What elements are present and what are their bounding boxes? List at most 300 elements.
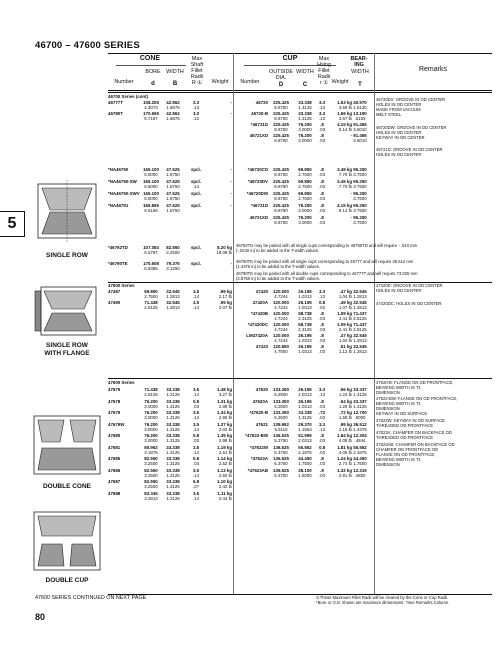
cup-number: *47620-B xyxy=(249,410,268,415)
cup-od: 225.425 xyxy=(273,215,289,220)
cone-weight: 1.35 kg xyxy=(217,433,232,438)
cone-weight: 1.34 kg xyxy=(217,410,232,415)
cone-weight-lb: 3.27 lb xyxy=(218,392,232,397)
cone-width-in: 1.3125 xyxy=(166,461,180,466)
cone-number: 47678 xyxy=(108,398,121,404)
cone-weight: .95 kg xyxy=(219,300,232,305)
cup-radius: 0.8 xyxy=(318,444,326,450)
cup-width: 26.195 xyxy=(298,333,312,338)
cone-width-in: 1.3125 xyxy=(166,449,180,455)
cup-weight: 1.81 kg xyxy=(337,444,352,450)
bearing-width: 91.465 xyxy=(353,133,367,138)
cone-width-in: 1.3125 xyxy=(166,392,180,397)
cone-width: 82.550 xyxy=(166,245,180,250)
cone-radius: 3.5 xyxy=(192,421,200,427)
cone-bore: 71.438 xyxy=(144,387,158,392)
cone-width-in: 1.8750 xyxy=(166,184,180,189)
bearing-width: 12.700 xyxy=(353,410,367,415)
bearing-width-in: 3.7500 xyxy=(353,196,367,201)
cone-weight: - xyxy=(230,261,232,266)
cup-weight-lb: 2.41 lb xyxy=(338,316,352,321)
cone-radius: 3.3 xyxy=(192,100,200,105)
cup-number: LM47420A xyxy=(246,333,268,338)
cone-bore: 170.655 xyxy=(143,111,159,116)
page-number: 80 xyxy=(35,612,46,622)
cup-od: 120.650 xyxy=(273,344,289,349)
cup-radius-in: .03 xyxy=(318,208,326,213)
bearing-width: 91.465 xyxy=(353,122,367,127)
cup-radius-in: .03 xyxy=(318,461,326,466)
bearing-width-in: 3.7500 xyxy=(353,220,367,225)
cup-od: 225.425 xyxy=(273,191,289,196)
cup-od: 136.525 xyxy=(273,444,289,450)
bearing-T-symbol: T xyxy=(358,82,362,88)
cup-weight-lb: 9.14 lb xyxy=(338,208,352,213)
cup-C-symbol: C xyxy=(302,82,308,88)
cup-number: 46721XD xyxy=(249,215,268,220)
cup-radius-in: .13 xyxy=(318,426,326,432)
cone-bore-in: 3.0000 xyxy=(144,426,158,432)
cone-number: *46790TE xyxy=(108,261,128,266)
cup-number: 46720-B xyxy=(251,111,268,116)
cup-radius: .8 xyxy=(320,467,324,473)
cone-bore-in: 3.0000 xyxy=(144,438,158,443)
cone-radius: 0.8 xyxy=(192,433,200,438)
cup-weight: - xyxy=(350,133,352,138)
remark-text: 47620-B: FLANGE ON OD FRONTFACE, BEARING WIDTH IS T1 DIMENSION xyxy=(376,380,454,395)
bearing-width-in: 1.4375 xyxy=(353,426,367,432)
cup-od-in: 5.5115 xyxy=(274,426,288,432)
cup-radius: .8 xyxy=(320,122,324,127)
bearing-width-in: 2.8125 xyxy=(353,316,367,321)
cup-width: 58.738 xyxy=(298,311,312,316)
cup-radius: .8 xyxy=(320,179,324,184)
cone-radius-in: .27 xyxy=(192,484,200,489)
cone-weight: 1.19 kg xyxy=(217,444,232,450)
cone-weight: 1.31 kg xyxy=(217,398,232,404)
double-cup-label: DOUBLE CUP xyxy=(45,577,89,584)
cup-od-header: OUTSIDE DIA. xyxy=(269,69,293,81)
footer-continued: 47600 SERIES CONTINUED ON NEXT PAGE xyxy=(35,595,147,601)
cup-weight-lb: 4.05 lb xyxy=(338,438,352,443)
cup-radius: .8 xyxy=(320,167,324,172)
cone-bore: 165.895 xyxy=(143,203,159,208)
cup-od-in: 5.3750 xyxy=(274,461,288,466)
cone-width: 32.545 xyxy=(166,300,180,305)
cup-radius: .8 xyxy=(320,456,324,461)
cup-radius: .8 xyxy=(320,433,324,438)
cup-od-in: 5.2500 xyxy=(274,392,288,397)
bearing-width-in: 1.2813 xyxy=(353,305,367,310)
cup-od-in: 8.8750 xyxy=(274,172,288,177)
bearing-width-in: 1.2813 xyxy=(353,338,367,343)
remarks-header: Remarks xyxy=(418,66,447,73)
cup-radius-in: .03 xyxy=(318,449,326,455)
cone-radius-in: .12 xyxy=(192,116,200,121)
cup-width-in: 1.3125 xyxy=(298,105,312,110)
cone-number: 47687 xyxy=(108,479,121,484)
cone-bore: 71.438 xyxy=(144,300,158,305)
cup-weight-lb: 3.67 lb xyxy=(338,116,352,121)
cup-width: 26.195 xyxy=(298,300,312,305)
cone-weight-lb: 2.17 lb xyxy=(218,294,232,299)
cup-weight-lb: 3.59 lb xyxy=(338,105,352,110)
cup-radius-in: .03 xyxy=(318,138,326,143)
cone-bore: 108.205 xyxy=(143,100,159,105)
remark-text: 47622-BW: FLANGE ON OD FRONTFACE, BEARING WIDTH IS T1 DIMENSION KEYWAY IN OD SURFACE xyxy=(376,396,458,416)
bearing-width-in: .4850 xyxy=(354,472,366,478)
cup-od-in: 5.2500 xyxy=(274,415,288,420)
cone-width-in: 1.3125 xyxy=(166,403,180,409)
cone-number: 47681 xyxy=(108,444,121,450)
cone-bore: 76.200 xyxy=(144,410,158,415)
cup-radius: .8 xyxy=(320,344,324,349)
bearing-width-in: 3.7500 xyxy=(353,172,367,177)
cup-od-in: 5.3750 xyxy=(274,449,288,455)
cup-width-in: 2.0313 xyxy=(298,438,312,443)
cone-weight: - xyxy=(230,191,232,196)
cone-width-in: 1.3125 xyxy=(166,472,180,478)
cup-weight-lb: 2.41 lb xyxy=(338,327,352,332)
cup-weight-lb: 1.24 lb xyxy=(338,392,352,397)
cone-width-in: 3.2500 xyxy=(166,250,180,255)
cup-number: 47621 xyxy=(255,421,268,427)
cone-weight-lb: 2.89 lb xyxy=(218,403,232,409)
cup-width-in: 1.0313 xyxy=(298,294,312,299)
cup-weight: 4.15 kg xyxy=(337,203,352,208)
remark-text: 46721D: GROOVE IN OD CENTER HOLES IN OD CENTER xyxy=(376,147,443,157)
cup-width: 69.850 xyxy=(298,191,312,196)
cup-od: 225.425 xyxy=(273,179,289,184)
bearing-width: 71.437 xyxy=(353,322,367,327)
cone-radius: spcl. xyxy=(190,179,201,184)
cone-width-in: 1.8750 xyxy=(166,172,180,177)
cup-number: 47423 xyxy=(255,344,268,349)
cone-radius-in: .03 xyxy=(192,461,200,466)
cup-width-in: 2.3125 xyxy=(298,327,312,332)
cup-width-in: 3.0000 xyxy=(298,220,312,225)
cup-od-in: 8.8750 xyxy=(274,196,288,201)
cup-width-in: 1.7500 xyxy=(298,461,312,466)
remark-text: 47420D: GROOVE IN OD CENTER HOLES IN OD CENTER xyxy=(376,283,443,293)
cone-width: 33.338 xyxy=(166,398,180,404)
cone-bore-header: BORE xyxy=(145,69,161,75)
pairing-note: 46790TE may be paired with all single cups corresponding to 46777 and will require 36.512 mm (1.4375 in) to be added to the T-width values. xyxy=(236,259,414,269)
cup-od: 225.425 xyxy=(273,167,289,172)
bearing-width: 32.545 xyxy=(353,333,367,338)
cup-radius: 3.3 xyxy=(318,111,326,116)
cone-bore-in: 3.2500 xyxy=(144,484,158,489)
bearing-width: 95.250 xyxy=(353,203,367,208)
cone-width: 42.862 xyxy=(166,100,180,105)
cone-width: 79.375 xyxy=(166,261,180,266)
bearing-width-in: 3.6010 xyxy=(353,138,367,143)
bearing-width-in: 1.7500 xyxy=(353,461,367,466)
cone-radius: 3.5 xyxy=(192,387,200,392)
cup-weight: 1.24 kg xyxy=(337,456,352,461)
section-tab: 5 xyxy=(0,211,25,237)
cup-number: 47620 xyxy=(255,387,268,392)
cone-width: 47.625 xyxy=(166,191,180,196)
cup-D-symbol: D xyxy=(278,82,284,88)
cup-width-in: 1.0313 xyxy=(298,392,312,397)
cup-number: 47420A xyxy=(252,300,268,305)
cup-weight-lb: 2.19 lb xyxy=(338,426,352,432)
cone-bore: 69.850 xyxy=(144,289,158,294)
cup-number: *46720DV xyxy=(247,179,268,184)
bearing-width-in: 2.8125 xyxy=(353,327,367,332)
cup-width: 69.850 xyxy=(298,179,312,184)
cup-radius-in: .13 xyxy=(318,116,326,121)
cup-weight: 3.49 kg xyxy=(337,167,352,172)
cone-number: 46777T xyxy=(108,100,123,105)
cone-bore: 165.100 xyxy=(143,191,159,196)
cup-width-in: 1.5000 xyxy=(298,472,312,478)
cup-number: 47620A xyxy=(252,398,268,404)
cone-width-in: 3.1250 xyxy=(166,266,180,271)
bearing-width-in: .5193 xyxy=(354,116,366,121)
cup-width: 33.338 xyxy=(298,410,312,415)
cone-weight-lb: 2.42 lb xyxy=(218,484,232,489)
cup-number: 47420 xyxy=(255,289,268,294)
cone-bore: 107.084 xyxy=(143,245,159,250)
remark-text: 47420DC: HOLES IN OD CENTER xyxy=(376,301,442,306)
cup-radius-in: .03 xyxy=(318,415,326,420)
cup-weight: 3.49 kg xyxy=(337,179,352,184)
cone-weight-lb: 2.61 lb xyxy=(218,449,232,455)
cup-weight: .99 kg xyxy=(339,421,352,427)
cup-od-in: 5.3750 xyxy=(274,472,288,478)
double-cone-label: DOUBLE CONE xyxy=(42,483,92,490)
cup-number: *47420B xyxy=(250,311,268,316)
cup-od: 225.425 xyxy=(273,122,289,127)
cone-radius-in: .14 xyxy=(192,426,200,432)
cup-radius: .8 xyxy=(320,322,324,327)
cone-bore-in: 2.8125 xyxy=(144,392,158,397)
cone-bore-in: 6.5156 xyxy=(144,208,158,213)
cone-bore: 76.200 xyxy=(144,421,158,427)
cup-weight: 1.84 kg xyxy=(337,433,352,438)
bearing-width-in: 1.3125 xyxy=(353,392,367,397)
cup-weight: - xyxy=(350,191,352,196)
cup-width: 26.195 xyxy=(298,398,312,404)
group-47600-flange: 47600 Series xyxy=(108,283,135,288)
cone-width: 33.338 xyxy=(166,410,180,415)
footer-footnotes: ①These Maximum Fillet Radii will be cleared by the Cone or Cup Radii. *Bore or O.D. shown are maximum dimensions. *See Remarks Column. xyxy=(316,595,450,606)
cone-width: 33.338 xyxy=(166,444,180,450)
cup-number: *47420DC xyxy=(247,322,268,327)
bearing-width: 55.562 xyxy=(353,444,367,450)
cone-weight-lb: 2.98 lb xyxy=(218,438,232,443)
cup-od-in: 8.8750 xyxy=(274,116,288,121)
cup-weight: .47 kg xyxy=(339,289,352,294)
cup-weight: 1.32 kg xyxy=(337,467,352,473)
group-47600-double: 47600 Series xyxy=(108,380,135,385)
cone-weight-lb: 18.09 lb xyxy=(216,250,232,255)
cone-bore: 82.550 xyxy=(144,467,158,473)
bearing-width: 95.250 xyxy=(353,179,367,184)
cup-radius-in: .03 xyxy=(318,220,326,225)
cup-width: 76.200 xyxy=(298,122,312,127)
cone-weight: - xyxy=(230,203,232,208)
cone-radius: 3.5 xyxy=(192,490,200,496)
cup-width: 33.338 xyxy=(298,111,312,116)
cup-od-in: 8.8750 xyxy=(274,138,288,143)
double-cone-drawing xyxy=(30,412,104,478)
cone-bore-in: 4.3073 xyxy=(144,105,158,110)
series-title: 46700 – 47600 SERIES xyxy=(35,40,140,51)
cup-weight-lb: 7.70 lb xyxy=(338,184,352,189)
cone-radius-in: .13 xyxy=(192,105,200,110)
bearing-width-in: 1.2813 xyxy=(353,349,367,354)
cup-number: 46721XD xyxy=(249,133,268,138)
bearing-width-in: 3.7500 xyxy=(353,208,367,213)
cup-width: 51.595 xyxy=(298,433,312,438)
cup-od-in: 8.8750 xyxy=(274,105,288,110)
cup-od: 225.425 xyxy=(273,111,289,116)
cup-weight: .54 kg xyxy=(339,398,352,404)
cup-radius-in: .03 xyxy=(318,349,326,354)
cone-width: 33.338 xyxy=(166,433,180,438)
cup-od: 120.000 xyxy=(273,300,289,305)
cone-number: 46780T xyxy=(108,111,123,116)
group-46700-cont: 46700 Series (cont) xyxy=(108,94,149,99)
cup-width: 33.338 xyxy=(298,100,312,105)
cup-width: 76.200 xyxy=(298,215,312,220)
cup-width: 26.195 xyxy=(298,387,312,392)
bearing-width: 33.337 xyxy=(353,387,367,392)
bearing-width-header: WIDTH xyxy=(351,69,369,75)
bearing-width-in: 3.7500 xyxy=(353,184,367,189)
cone-radius: spcl. xyxy=(190,245,201,250)
bearing-width-in: 3.6010 xyxy=(353,127,367,132)
cone-bore-in: 3.2500 xyxy=(144,472,158,478)
cone-bore-in: 6.7187 xyxy=(144,116,158,121)
cup-od: 120.000 xyxy=(273,333,289,338)
cone-weight-lb: 2.44 lb xyxy=(218,495,232,501)
bearing-width: 95.250 xyxy=(353,191,367,196)
cone-width-in: 1.3125 xyxy=(166,484,180,489)
cone-bore-in: 3.0000 xyxy=(144,403,158,409)
cup-od-in: 8.8750 xyxy=(274,208,288,213)
cone-bore: 165.100 xyxy=(143,179,159,184)
cup-weight-lb: 2.91 lb xyxy=(338,472,352,478)
cone-bore: 165.100 xyxy=(143,167,159,172)
cup-od: 133.350 xyxy=(273,398,289,404)
cup-number: 46720 xyxy=(255,100,268,105)
cone-weight-lb: 2.52 lb xyxy=(218,461,232,466)
bearing-width-in: 2.1875 xyxy=(353,449,367,455)
cup-width-in: 3.0000 xyxy=(298,138,312,143)
cup-radius-in: .03 xyxy=(318,196,326,201)
cup-weight: 1.09 kg xyxy=(337,311,352,316)
cup-number: *47623A xyxy=(250,456,268,461)
cone-radius-in: .03 xyxy=(192,403,200,409)
cup-fillet-header: Max Hsing Fillet Radii r ① xyxy=(317,56,331,86)
cone-header: CONE xyxy=(139,55,161,62)
cup-width: 38.100 xyxy=(298,467,312,473)
cone-weight-lb: 2.95 lb xyxy=(218,415,232,420)
cone-number: 47685 xyxy=(108,456,121,461)
cup-radius: .8 xyxy=(320,215,324,220)
cone-width: 42.862 xyxy=(166,111,180,116)
cone-width: 47.625 xyxy=(166,179,180,184)
bearing-width: 95.250 xyxy=(353,215,367,220)
cup-width-in: 1.3125 xyxy=(298,116,312,121)
cone-bore-in: 3.1875 xyxy=(144,449,158,455)
cup-width-in: 1.0313 xyxy=(298,338,312,343)
bearing-width: 12.319 xyxy=(353,467,367,473)
single-row-flange-drawing xyxy=(32,283,102,339)
cone-weight-lb: 3.03 lb xyxy=(218,426,232,432)
cup-weight: .47 kg xyxy=(339,333,352,338)
cone-radius: 3.5 xyxy=(192,444,200,450)
cup-weight-lb: 9.14 lb xyxy=(338,127,352,132)
cone-radius: 0.8 xyxy=(192,456,200,461)
cup-width-in: 1.3125 xyxy=(298,415,312,420)
cup-weight-lb: 1.20 lb xyxy=(338,403,352,409)
cup-od: 136.525 xyxy=(273,456,289,461)
cup-weight: - xyxy=(350,215,352,220)
cup-width: 26.195 xyxy=(298,289,312,294)
cone-weight: 1.37 kg xyxy=(217,421,232,427)
cone-radius: 3.5 xyxy=(192,410,200,415)
cup-od: 136.525 xyxy=(273,433,289,438)
cup-width-in: 2.7500 xyxy=(298,196,312,201)
cone-bore: 76.200 xyxy=(144,433,158,438)
cup-number: *47623AB xyxy=(247,467,268,473)
cone-bore-in: 2.7500 xyxy=(144,294,158,299)
remark-text: 46720DV: GROOVE IN OD CENTER HOLES IN OD CENTER MADE FROM VACUUM MELT STEEL xyxy=(376,97,446,117)
cup-od: 133.350 xyxy=(273,387,289,392)
cup-weight-lb: 1.12 lb xyxy=(338,349,352,354)
cone-radius: 3.0 xyxy=(192,111,200,116)
cup-radius-in: .03 xyxy=(318,438,326,443)
cone-number: 47688 xyxy=(108,490,121,496)
cup-width: 69.850 xyxy=(298,167,312,172)
cone-bore: 82.550 xyxy=(144,456,158,461)
cup-width: 76.200 xyxy=(298,133,312,138)
bearing-header: BEAR- ING xyxy=(350,56,368,68)
cup-weight: 1.63 kg xyxy=(337,100,352,105)
cup-od-in: 4.7244 xyxy=(274,327,288,332)
bearing-width: 33.337 xyxy=(353,398,367,404)
cup-radius-in: .03 xyxy=(318,403,326,409)
cone-weight: 1.13 kg xyxy=(217,467,232,473)
cone-bore-in: 6.8385 xyxy=(144,266,158,271)
cone-width: 32.545 xyxy=(166,289,180,294)
cup-radius: .8 xyxy=(320,133,324,138)
cup-od: 133.350 xyxy=(273,410,289,415)
cup-od-in: 8.8750 xyxy=(274,127,288,132)
pairing-note: 46792TD may be paired with all single cups corresponding to 46790TD and will require - .010 mm (-.0240 in) to be added to the T-width values. xyxy=(236,243,418,253)
bearing-width: 95.250 xyxy=(353,167,367,172)
cone-radius-in: .14 xyxy=(192,305,200,310)
bearing-width: 32.545 xyxy=(353,300,367,305)
cone-width: 47.625 xyxy=(166,203,180,208)
cone-width: 33.338 xyxy=(166,421,180,427)
cone-radius: spcl. xyxy=(190,167,201,172)
cup-od: 120.000 xyxy=(273,289,289,294)
cup-header: CUP xyxy=(282,55,298,62)
cone-fillet-header: Max Shaft Fillet Radii R ① xyxy=(190,56,204,86)
cone-bore: 170.608 xyxy=(143,261,159,266)
cone-weight-lb: 2.07 lb xyxy=(218,305,232,310)
cup-radius-in: .03 xyxy=(318,184,326,189)
remark-text: 47623A: CHAMFER ON BACKFACE OD THREADED OD FRONTFACE xyxy=(376,430,452,440)
cone-radius: spcl. xyxy=(190,261,201,266)
cone-weight: 1.14 kg xyxy=(217,456,232,461)
